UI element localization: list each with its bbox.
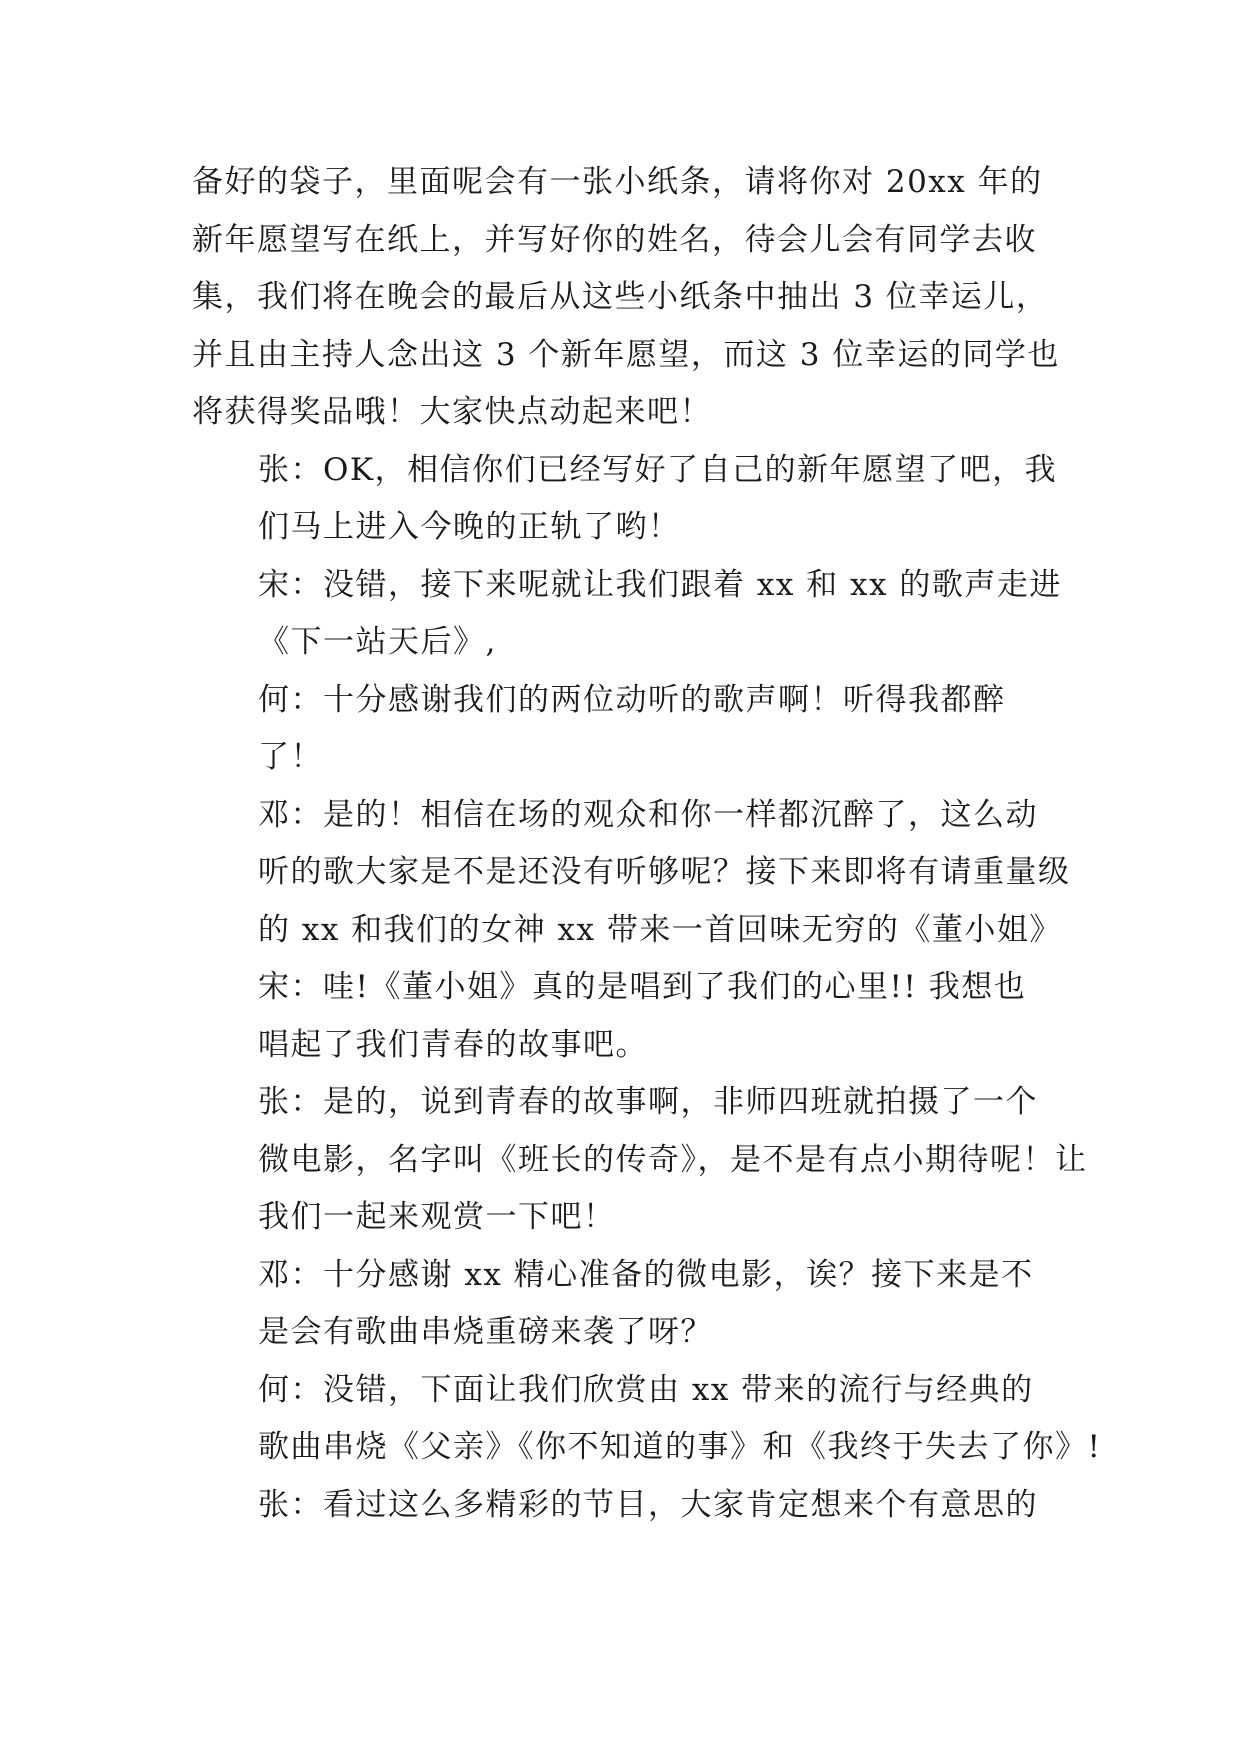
text-line: 并且由主持人念出这 3 个新年愿望，而这 3 位幸运的同学也 [192, 336, 1060, 373]
text-line: 了！ [258, 739, 323, 775]
text-line: 何：没错，下面让我们欣赏由 xx 带来的流行与经典的 [258, 1371, 1034, 1408]
text-line: 微电影，名字叫《班长的传奇》，是不是有点小期待呢！让 [258, 1141, 1088, 1178]
text-line: 何：十分感谢我们的两位动听的歌声啊！听得我都醉 [258, 681, 1006, 718]
text-line: 张：是的，说到青春的故事啊，非师四班就拍摄了一个 [258, 1084, 1038, 1120]
paragraph [192, 959, 1072, 1074]
paragraph [192, 672, 1072, 787]
document-body [192, 154, 1102, 1534]
paragraph [192, 1074, 1088, 1247]
paragraph [192, 1477, 1072, 1535]
text-line: 集，我们将在晚会的最后从这些小纸条中抽出 3 位幸运儿， [192, 279, 1049, 315]
text-line: 宋：哇!《董小姐》真的是唱到了我们的心里!! 我想也 [258, 969, 1027, 1005]
text-line: 宋：没错，接下来呢就让我们跟着 xx 和 xx 的歌声走进 [258, 566, 1062, 603]
text-line: 将获得奖品哦！大家快点动起来吧！ [192, 394, 712, 430]
text-line: 新年愿望写在纸上，并写好你的姓名，待会儿会有同学去收 [192, 221, 1037, 258]
paragraph [192, 1362, 1102, 1477]
paragraph [192, 1247, 1072, 1362]
text-line: 听的歌大家是不是还没有听够呢？接下来即将有请重量级 [258, 854, 1071, 890]
text-line: 张：看过这么多精彩的节目，大家肯定想来个有意思的 [258, 1486, 1038, 1523]
text-line: 张：OK，相信你们已经写好了自己的新年愿望了吧，我 [258, 451, 1058, 488]
paragraph [192, 442, 1072, 557]
text-line: 备好的袋子，里面呢会有一张小纸条，请将你对 20xx 年的 [192, 164, 1043, 200]
text-line: 是会有歌曲串烧重磅来袭了呀？ [258, 1314, 713, 1350]
text-line: 邓：十分感谢 xx 精心准备的微电影，诶？接下来是不 [258, 1256, 1034, 1293]
text-line: 们马上进入今晚的正轨了哟！ [258, 509, 681, 545]
text-line: 邓：是的！相信在场的观众和你一样都沉醉了，这么动 [258, 796, 1038, 833]
text-line: 歌曲串烧《父亲》《你不知道的事》和《我终于失去了你》! [258, 1429, 1102, 1465]
text-line: 《下一站天后》, [258, 624, 497, 660]
paragraph [192, 154, 1072, 442]
text-line: 的 xx 和我们的女神 xx 带来一首回味无穷的《董小姐》 [258, 911, 1062, 948]
paragraph [192, 557, 1072, 672]
text-line: 我们一起来观赏一下吧！ [258, 1199, 616, 1235]
text-line: 唱起了我们青春的故事吧。 [258, 1026, 648, 1063]
paragraph [192, 787, 1072, 960]
